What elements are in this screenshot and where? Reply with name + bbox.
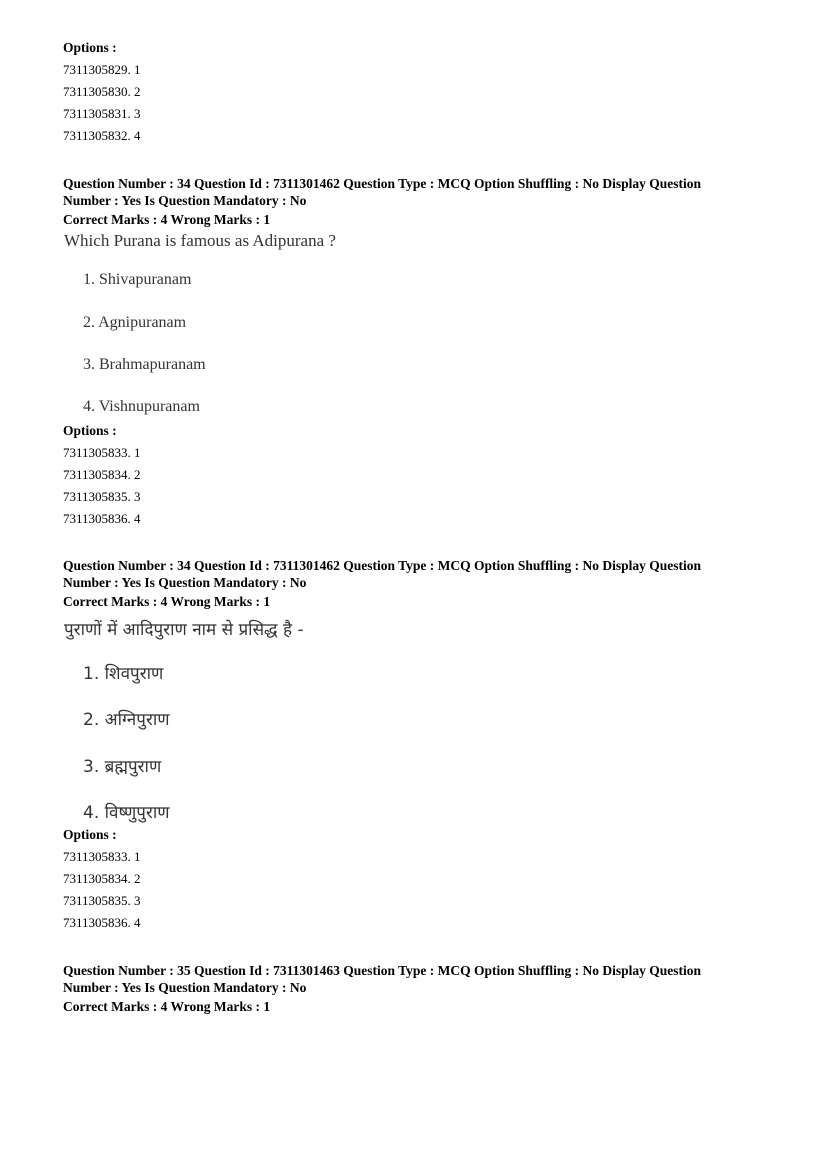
question-header-line2: Number : Yes Is Question Mandatory : No xyxy=(63,980,307,995)
options-label: Options : xyxy=(63,827,117,842)
question-choice: 2. अग्निपुराण xyxy=(83,710,170,730)
options-label: Options : xyxy=(63,40,117,55)
option-item: 7311305830. 2 xyxy=(63,84,141,99)
option-item: 7311305835. 3 xyxy=(63,489,141,504)
question-header-line2: Number : Yes Is Question Mandatory : No xyxy=(63,193,307,208)
question-stem: Which Purana is famous as Adipurana ? xyxy=(64,231,336,250)
question-header-line1: Question Number : 34 Question Id : 7311301462 Question Type : MCQ Option Shuffling : No Display Question xyxy=(63,176,701,191)
question-choice: 4. विष्णुपुराण xyxy=(83,803,170,823)
option-item: 7311305829. 1 xyxy=(63,62,141,77)
question-header-line1: Question Number : 34 Question Id : 7311301462 Question Type : MCQ Option Shuffling : No Display Question xyxy=(63,558,701,573)
option-item: 7311305833. 1 xyxy=(63,849,141,864)
marks-line: Correct Marks : 4 Wrong Marks : 1 xyxy=(63,212,271,227)
option-item: 7311305836. 4 xyxy=(63,915,141,930)
option-item: 7311305831. 3 xyxy=(63,106,141,121)
option-item: 7311305833. 1 xyxy=(63,445,141,460)
marks-line: Correct Marks : 4 Wrong Marks : 1 xyxy=(63,999,271,1014)
options-label: Options : xyxy=(63,423,117,438)
question-choice: 1. Shivapuranam xyxy=(83,271,192,288)
question-header xyxy=(63,557,763,591)
question-stem: पुराणों में आदिपुराण नाम से प्रसिद्ध है - xyxy=(64,620,304,640)
option-item: 7311305836. 4 xyxy=(63,511,141,526)
question-header xyxy=(63,962,763,996)
question-choice: 3. ब्रह्मपुराण xyxy=(83,757,162,777)
question-header xyxy=(63,175,763,209)
option-item: 7311305834. 2 xyxy=(63,467,141,482)
question-choice: 4. Vishnupuranam xyxy=(83,398,200,415)
option-item: 7311305835. 3 xyxy=(63,893,141,908)
question-choice: 1. शिवपुराण xyxy=(83,664,164,684)
option-item: 7311305834. 2 xyxy=(63,871,141,886)
question-header-line1: Question Number : 35 Question Id : 7311301463 Question Type : MCQ Option Shuffling : No Display Question xyxy=(63,963,701,978)
question-header-line2: Number : Yes Is Question Mandatory : No xyxy=(63,575,307,590)
question-choice: 2. Agnipuranam xyxy=(83,314,187,331)
option-item: 7311305832. 4 xyxy=(63,128,141,143)
marks-line: Correct Marks : 4 Wrong Marks : 1 xyxy=(63,594,271,609)
question-choice: 3. Brahmapuranam xyxy=(83,356,206,373)
